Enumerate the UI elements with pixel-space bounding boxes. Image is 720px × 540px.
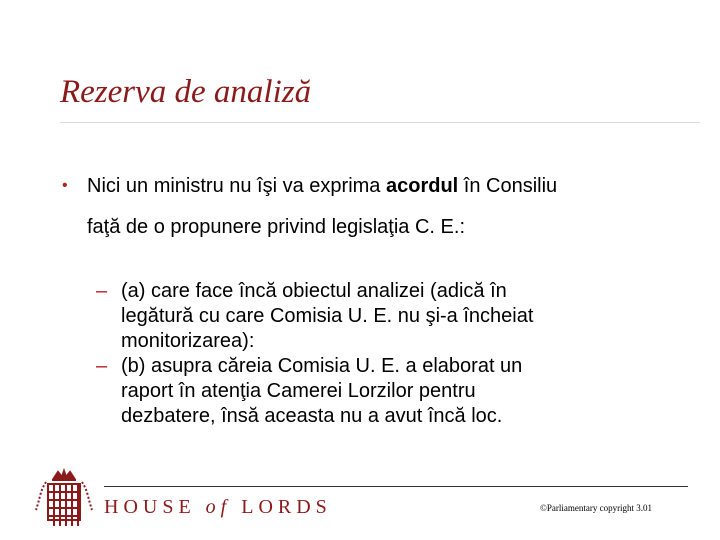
- dash-icon: –: [96, 280, 108, 302]
- brand-of: of: [205, 496, 232, 518]
- main-bullet: [62, 170, 686, 253]
- sub-bullet-b-line-1: (b) asupra căreia Comisia U. E. a elaborat un: [121, 355, 523, 377]
- main-bullet-text-before: Nici un ministru nu îşi va exprima: [87, 175, 386, 197]
- main-bullet-bold-word: acordul: [385, 175, 459, 197]
- house-of-lords-brand: [104, 496, 332, 519]
- title-divider: [60, 122, 700, 123]
- sub-bullet-b: [96, 354, 656, 429]
- main-bullet-line-1: [66, 170, 686, 202]
- dash-icon: –: [96, 355, 108, 377]
- brand-house: HOUSE: [104, 496, 196, 518]
- brand-lords: LORDS: [241, 496, 332, 518]
- sub-bullet-list: [96, 279, 656, 429]
- sub-bullet-b-line-3: dezbatere, însă aceasta nu a avut încă loc.: [121, 405, 503, 427]
- portcullis-icon: [32, 468, 96, 532]
- sub-bullet-b-line-2: raport în atenţia Camerei Lorzilor pentru: [121, 380, 476, 402]
- sub-bullet-a-line-1: (a) care face încă obiectul analizei (adică în: [121, 280, 507, 302]
- copyright-notice: ©Parliamentary copyright 3.01: [540, 503, 653, 513]
- main-bullet-text-after: în Consiliu: [458, 175, 558, 197]
- main-bullet-line-2: faţă de o propunere privind legislaţia C. E.:: [87, 216, 465, 238]
- bullet-dot-icon: •: [62, 177, 68, 194]
- sub-bullet-a: [96, 279, 656, 354]
- sub-bullet-a-line-3: monitorizarea):: [121, 330, 255, 352]
- footer-divider: [104, 486, 688, 487]
- slide-title: Rezerva de analiză: [60, 74, 312, 110]
- sub-bullet-a-line-2: legătură cu care Comisia U. E. nu şi-a încheiat: [121, 305, 534, 327]
